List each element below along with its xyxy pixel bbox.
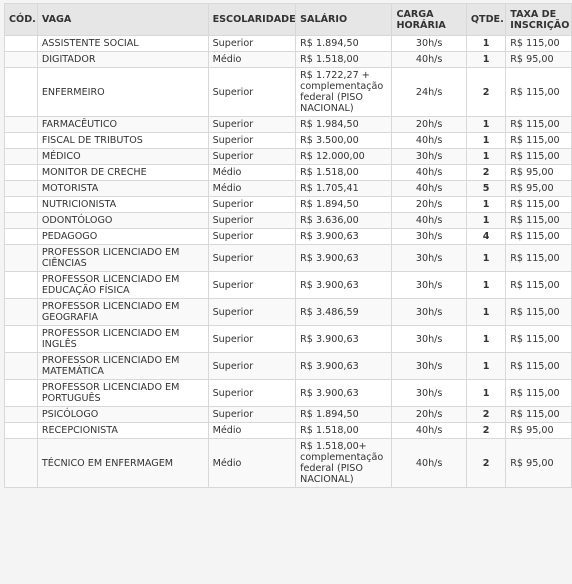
cell-qtde: 2: [466, 423, 505, 439]
cell-taxa: R$ 115,00: [506, 272, 572, 299]
cell-vaga: PEDAGOGO: [37, 229, 208, 245]
table-row: [5, 353, 572, 380]
cell-salario: R$ 1.722,27 + complementação federal (PISO NACIONAL): [296, 68, 392, 117]
cell-vaga: MÉDICO: [37, 149, 208, 165]
cell-vaga: ENFERMEIRO: [37, 68, 208, 117]
table-row: [5, 326, 572, 353]
cell-vaga: FISCAL DE TRIBUTOS: [37, 133, 208, 149]
cell-escolaridade: Médio: [208, 52, 296, 68]
cell-escolaridade: Médio: [208, 165, 296, 181]
cell-qtde: 1: [466, 36, 505, 52]
cell-taxa: R$ 115,00: [506, 353, 572, 380]
cell-cod: [5, 353, 38, 380]
cell-salario: R$ 1.894,50: [296, 36, 392, 52]
cell-cod: [5, 213, 38, 229]
cell-vaga: TÉCNICO EM ENFERMAGEM: [37, 439, 208, 488]
cell-salario: R$ 3.500,00: [296, 133, 392, 149]
cell-escolaridade: Superior: [208, 133, 296, 149]
cell-carga: 40h/s: [392, 439, 466, 488]
cell-salario: R$ 1.984,50: [296, 117, 392, 133]
cell-cod: [5, 245, 38, 272]
table-row: [5, 213, 572, 229]
cell-carga: 30h/s: [392, 380, 466, 407]
cell-qtde: 1: [466, 213, 505, 229]
cell-salario: R$ 3.900,63: [296, 353, 392, 380]
header-escolaridade: ESCOLARIDADE: [208, 4, 296, 36]
table-row: [5, 380, 572, 407]
cell-qtde: 1: [466, 272, 505, 299]
cell-cod: [5, 149, 38, 165]
cell-taxa: R$ 115,00: [506, 407, 572, 423]
cell-qtde: 1: [466, 326, 505, 353]
cell-carga: 30h/s: [392, 149, 466, 165]
cell-qtde: 1: [466, 52, 505, 68]
table-row: [5, 245, 572, 272]
cell-carga: 40h/s: [392, 213, 466, 229]
table-row: [5, 407, 572, 423]
cell-taxa: R$ 115,00: [506, 326, 572, 353]
cell-qtde: 1: [466, 299, 505, 326]
cell-escolaridade: Médio: [208, 439, 296, 488]
header-qtde: QTDE.: [466, 4, 505, 36]
table-row: [5, 229, 572, 245]
cell-carga: 30h/s: [392, 229, 466, 245]
cell-salario: R$ 1.518,00: [296, 165, 392, 181]
cell-taxa: R$ 115,00: [506, 117, 572, 133]
cell-vaga: PROFESSOR LICENCIADO EM MATEMÁTICA: [37, 353, 208, 380]
table-row: [5, 181, 572, 197]
cell-taxa: R$ 115,00: [506, 213, 572, 229]
cell-cod: [5, 117, 38, 133]
cell-qtde: 2: [466, 165, 505, 181]
cell-escolaridade: Médio: [208, 181, 296, 197]
cell-salario: R$ 1.894,50: [296, 197, 392, 213]
table-row: [5, 68, 572, 117]
cell-carga: 40h/s: [392, 423, 466, 439]
cell-vaga: PROFESSOR LICENCIADO EM CIÊNCIAS: [37, 245, 208, 272]
cell-escolaridade: Superior: [208, 272, 296, 299]
cell-taxa: R$ 95,00: [506, 165, 572, 181]
cell-qtde: 1: [466, 117, 505, 133]
table-row: [5, 52, 572, 68]
cell-vaga: PROFESSOR LICENCIADO EM INGLÊS: [37, 326, 208, 353]
cell-salario: R$ 3.900,63: [296, 245, 392, 272]
cell-salario: R$ 3.900,63: [296, 229, 392, 245]
table-row: [5, 117, 572, 133]
cell-escolaridade: Superior: [208, 213, 296, 229]
cell-vaga: PSICÓLOGO: [37, 407, 208, 423]
cell-vaga: PROFESSOR LICENCIADO EM GEOGRAFIA: [37, 299, 208, 326]
cell-taxa: R$ 115,00: [506, 299, 572, 326]
header-cod: CÓD.: [5, 4, 38, 36]
cell-taxa: R$ 115,00: [506, 245, 572, 272]
cell-cod: [5, 272, 38, 299]
cell-escolaridade: Superior: [208, 353, 296, 380]
cell-taxa: R$ 115,00: [506, 36, 572, 52]
cell-cod: [5, 181, 38, 197]
cell-qtde: 5: [466, 181, 505, 197]
cell-qtde: 1: [466, 133, 505, 149]
cell-carga: 40h/s: [392, 133, 466, 149]
cell-vaga: MOTORISTA: [37, 181, 208, 197]
cell-cod: [5, 197, 38, 213]
cell-escolaridade: Médio: [208, 423, 296, 439]
cell-taxa: R$ 95,00: [506, 423, 572, 439]
cell-escolaridade: Superior: [208, 245, 296, 272]
cell-carga: 30h/s: [392, 36, 466, 52]
cell-salario: R$ 3.900,63: [296, 326, 392, 353]
table-row: [5, 272, 572, 299]
cell-cod: [5, 52, 38, 68]
header-salario: SALÁRIO: [296, 4, 392, 36]
cell-escolaridade: Superior: [208, 197, 296, 213]
cell-vaga: PROFESSOR LICENCIADO EM PORTUGUÊS: [37, 380, 208, 407]
cell-qtde: 2: [466, 68, 505, 117]
table-body: [5, 36, 572, 488]
cell-escolaridade: Superior: [208, 149, 296, 165]
cell-taxa: R$ 115,00: [506, 68, 572, 117]
cell-escolaridade: Superior: [208, 407, 296, 423]
table-row: [5, 299, 572, 326]
cell-vaga: ASSISTENTE SOCIAL: [37, 36, 208, 52]
cell-qtde: 4: [466, 229, 505, 245]
cell-carga: 20h/s: [392, 197, 466, 213]
cell-cod: [5, 299, 38, 326]
header-taxa: TAXA DE INSCRIÇÃO: [506, 4, 572, 36]
cell-salario: R$ 12.000,00: [296, 149, 392, 165]
cell-carga: 30h/s: [392, 245, 466, 272]
cell-carga: 24h/s: [392, 68, 466, 117]
cell-salario: R$ 3.900,63: [296, 380, 392, 407]
cell-carga: 30h/s: [392, 326, 466, 353]
cell-escolaridade: Superior: [208, 68, 296, 117]
cell-cod: [5, 439, 38, 488]
cell-taxa: R$ 115,00: [506, 149, 572, 165]
cell-qtde: 2: [466, 439, 505, 488]
cell-cod: [5, 380, 38, 407]
cell-carga: 20h/s: [392, 407, 466, 423]
vacancies-table: [4, 3, 572, 488]
cell-carga: 40h/s: [392, 52, 466, 68]
cell-qtde: 1: [466, 380, 505, 407]
cell-taxa: R$ 95,00: [506, 439, 572, 488]
table-row: [5, 149, 572, 165]
table-header-row: [5, 4, 572, 36]
cell-taxa: R$ 115,00: [506, 197, 572, 213]
cell-carga: 40h/s: [392, 181, 466, 197]
cell-salario: R$ 1.518,00: [296, 52, 392, 68]
cell-vaga: RECEPCIONISTA: [37, 423, 208, 439]
cell-escolaridade: Superior: [208, 326, 296, 353]
cell-taxa: R$ 115,00: [506, 229, 572, 245]
cell-salario: R$ 1.518,00+ complementação federal (PISO NACIONAL): [296, 439, 392, 488]
cell-vaga: FARMACÊUTICO: [37, 117, 208, 133]
header-vaga: VAGA: [37, 4, 208, 36]
cell-vaga: MONITOR DE CRECHE: [37, 165, 208, 181]
cell-vaga: DIGITADOR: [37, 52, 208, 68]
table-row: [5, 197, 572, 213]
cell-qtde: 1: [466, 149, 505, 165]
cell-taxa: R$ 95,00: [506, 52, 572, 68]
cell-salario: R$ 3.636,00: [296, 213, 392, 229]
cell-carga: 20h/s: [392, 117, 466, 133]
cell-salario: R$ 1.705,41: [296, 181, 392, 197]
cell-qtde: 1: [466, 197, 505, 213]
cell-carga: 30h/s: [392, 272, 466, 299]
cell-cod: [5, 36, 38, 52]
table-row: [5, 439, 572, 488]
cell-carga: 30h/s: [392, 353, 466, 380]
cell-salario: R$ 3.486,59: [296, 299, 392, 326]
cell-escolaridade: Superior: [208, 299, 296, 326]
cell-cod: [5, 423, 38, 439]
cell-cod: [5, 326, 38, 353]
cell-escolaridade: Superior: [208, 36, 296, 52]
cell-vaga: PROFESSOR LICENCIADO EM EDUCAÇÃO FÍSICA: [37, 272, 208, 299]
cell-escolaridade: Superior: [208, 380, 296, 407]
cell-salario: R$ 1.518,00: [296, 423, 392, 439]
table-row: [5, 36, 572, 52]
cell-vaga: ODONTÓLOGO: [37, 213, 208, 229]
cell-qtde: 1: [466, 245, 505, 272]
cell-qtde: 1: [466, 353, 505, 380]
header-carga: CARGA HORÁRIA: [392, 4, 466, 36]
cell-carga: 40h/s: [392, 165, 466, 181]
cell-salario: R$ 1.894,50: [296, 407, 392, 423]
cell-cod: [5, 68, 38, 117]
cell-cod: [5, 133, 38, 149]
cell-escolaridade: Superior: [208, 229, 296, 245]
cell-salario: R$ 3.900,63: [296, 272, 392, 299]
cell-qtde: 2: [466, 407, 505, 423]
cell-cod: [5, 407, 38, 423]
cell-escolaridade: Superior: [208, 117, 296, 133]
cell-taxa: R$ 115,00: [506, 380, 572, 407]
table-row: [5, 423, 572, 439]
cell-cod: [5, 229, 38, 245]
table-row: [5, 165, 572, 181]
cell-cod: [5, 165, 38, 181]
cell-taxa: R$ 115,00: [506, 133, 572, 149]
cell-vaga: NUTRICIONISTA: [37, 197, 208, 213]
table-row: [5, 133, 572, 149]
cell-carga: 30h/s: [392, 299, 466, 326]
cell-taxa: R$ 95,00: [506, 181, 572, 197]
